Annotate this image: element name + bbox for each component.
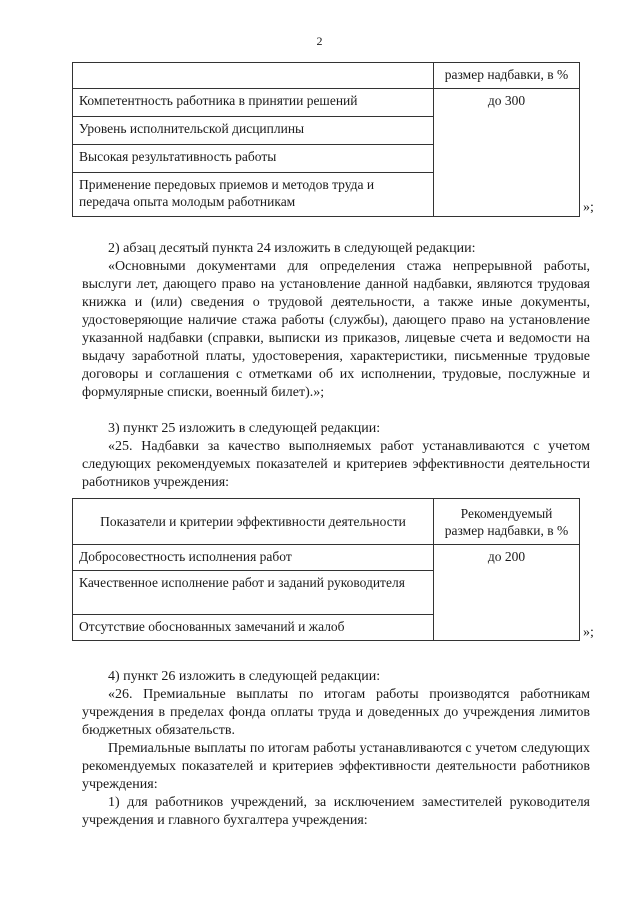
table-header-left [73,63,434,89]
paragraph-subitem-1: 1) для работников учреждений, за исключением заместителей руководителя учреждения и главного бухгалтера учреждения: [82,795,590,828]
paragraph-item-3: 3) пункт 25 изложить в следующей редакции: [108,421,381,436]
page-number: 2 [316,34,323,48]
table-row-label: Качественное исполнение работ и заданий руководителя [73,571,434,615]
table-header-right: размер надбавки, в % [434,63,580,89]
table-row-label: Отсутствие обоснованных замечаний и жалоб [73,615,434,641]
paragraph-bonus-criteria: Премиальные выплаты по итогам работы устанавливаются с учетом следующих рекомендуемых показателей и критериев эффективности деятельности работников учреждения: [82,741,590,792]
allowance-value: до 300 [434,89,580,217]
paragraph-item-3-text: «25. Надбавки за качество выполняемых работ устанавливаются с учетом следующих рекомендуемых показателей и критериев эффективности деятельности работников учреждения: [82,439,590,490]
table-row-label: Высокая результативность работы [73,145,434,173]
table-row-label: Уровень исполнительской дисциплины [73,117,434,145]
table-row [73,545,580,571]
table-header-left: Показатели и критерии эффективности деятельности [73,499,434,545]
paragraph-item-2: 2) абзац десятый пункта 24 изложить в следующей редакции: [108,241,476,256]
table-row [73,89,580,117]
table-2-closing-quote: »; [583,625,594,640]
table-row-label: Применение передовых приемов и методов труда и передача опыта молодым работникам [73,173,434,217]
table-1-closing-quote: »; [583,200,594,215]
table-header-row [73,63,580,89]
allowance-table-2 [72,498,580,641]
table-row-label: Компетентность работника в принятии решений [73,89,434,117]
table-header-right: Рекомендуемый размер надбавки, в % [434,499,580,545]
allowance-table-1 [72,62,580,217]
table-row-label: Добросовестность исполнения работ [73,545,434,571]
paragraph-item-4: 4) пункт 26 изложить в следующей редакции: [108,669,381,684]
table-header-row [73,499,580,545]
allowance-value: до 200 [434,545,580,641]
paragraph-item-2-text: «Основными документами для определения стажа непрерывной работы, выслуги лет, дающего право на установление данной надбавки, являются трудовая книжка и (или) сведения о трудовой деятельности, а также иные документы, удостоверяющие наличие стажа работы (службы), дающего право на установление указанной надбавки (справки, выписки из приказов, лицевые счета и ведомости на выдачу заработной платы, удостоверения, характеристики, письменные трудовые договоры и соглашения с отметками об их исполнении, трудовые, послужные и формулярные списки, военный билет).»; [82,259,590,400]
paragraph-item-4-text: «26. Премиальные выплаты по итогам работы производятся работникам учреждения в пределах фонда оплаты труда и доведенных до учреждения лимитов бюджетных обязательств. [82,687,590,738]
